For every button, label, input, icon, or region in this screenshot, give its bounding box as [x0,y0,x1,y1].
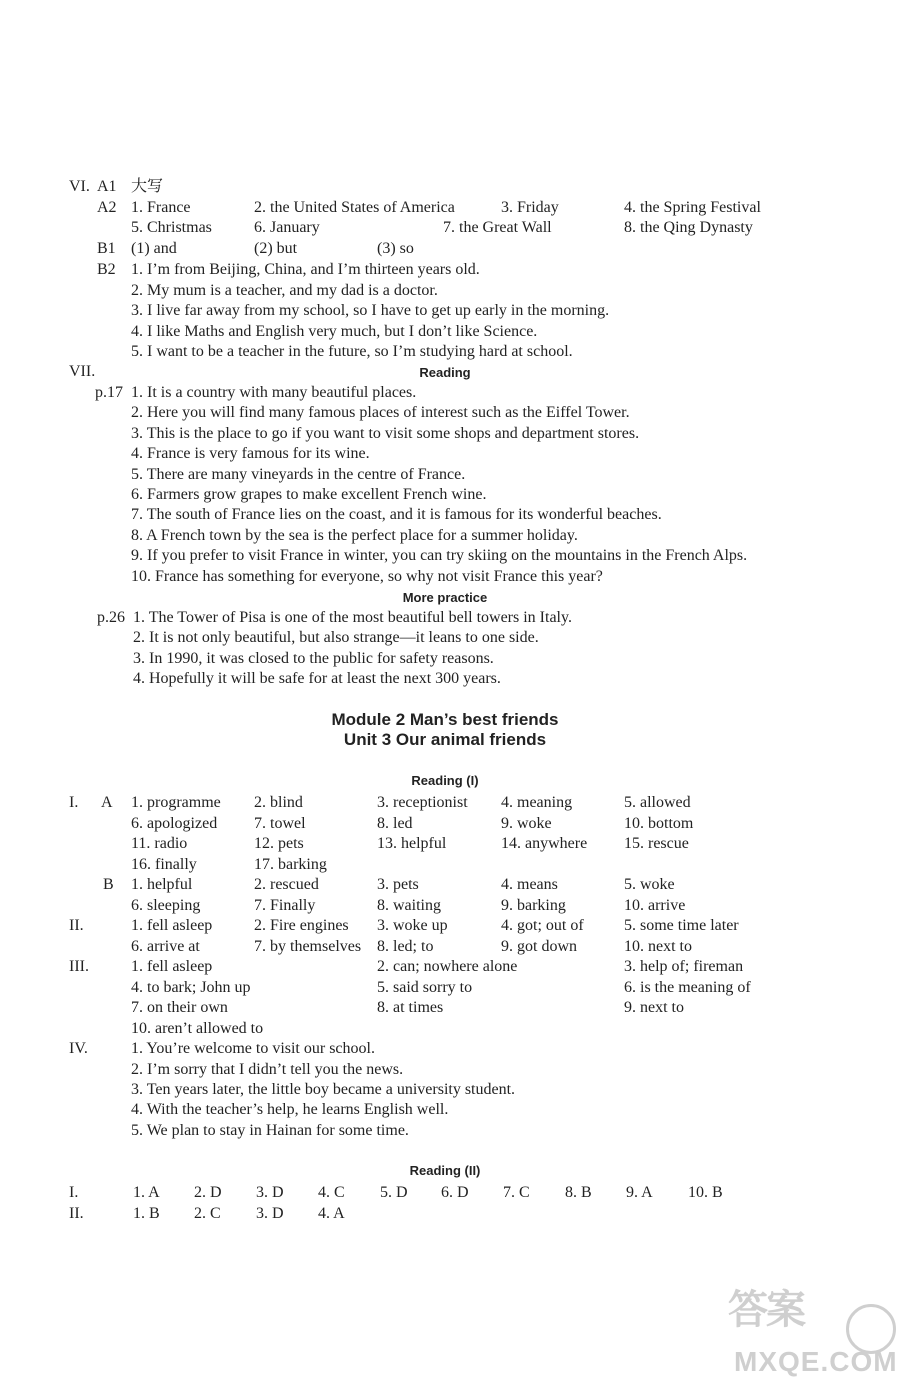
answer-sentence: 1. You’re welcome to visit our school. [131,1040,375,1057]
answer-item: 10. bottom [624,815,694,832]
answer-item: 16. finally [131,856,197,873]
answer-item: 4. A [318,1205,345,1222]
answer-item: 4. meaning [501,794,573,811]
answer-item: 5. Christmas [131,219,212,236]
page-ref: p.17 [95,384,123,401]
answer-item: (1) and [131,240,177,257]
answer-item: 6. arrive at [131,938,200,955]
answer-item: 1. helpful [131,876,193,893]
section-vi-label: VI. [69,178,90,195]
answer-item: 3. help of; fireman [624,958,744,975]
watermark-chinese-text: 答案 [728,1288,804,1332]
section-ii-label: II. [69,917,84,934]
answer-sentence: 9. If you prefer to visit France in winter, you can try skiing on the mountains in the French Alps. [131,547,748,564]
answer-item: 8. the Qing Dynasty [624,219,753,236]
answer-item: 10. arrive [624,897,686,914]
answer-sentence: 2. It is not only beautiful, but also strange—it leans to one side. [133,629,539,646]
answer-item: 11. radio [131,835,188,852]
answer-item: 7. on their own [131,999,228,1016]
answer-item: 1. programme [131,794,221,811]
answer-item: 8. waiting [377,897,441,914]
answer-item: 5. allowed [624,794,691,811]
answer-item: 2. the United States of America [254,199,455,216]
part-b1-label: B1 [97,240,116,257]
answer-sentence: 3. In 1990, it was closed to the public for safety reasons. [133,650,494,667]
page-ref: p.26 [97,609,125,626]
answer-item: 4. C [318,1184,345,1201]
reading-i-heading: Reading (I) [411,773,479,788]
answer-item: 5. woke [624,876,675,893]
watermark-url: MXQE.COM [734,1346,898,1377]
answer-item: 4. means [501,876,558,893]
reading-heading: Reading [419,365,471,380]
part-a1-text: 大写 [131,178,164,195]
more-practice-heading: More practice [402,590,488,605]
answer-sentence: 7. The south of France lies on the coast, and it is famous for its wonderful beaches. [131,506,662,523]
answer-item: 9. barking [501,897,566,914]
answer-item: 3. Friday [501,199,559,216]
answer-item: 4. the Spring Festival [624,199,761,216]
section-ii-label: II. [69,1205,84,1222]
answer-sentence: 3. Ten years later, the little boy became a university student. [131,1081,516,1098]
section-i-label: I. [69,1184,79,1201]
answer-item: 6. apologized [131,815,218,832]
answer-item: 2. Fire engines [254,917,349,934]
answer-item: 1. fell asleep [131,917,213,934]
answer-sentence: 4. France is very famous for its wine. [131,445,370,462]
part-b2-label: B2 [97,261,116,278]
answer-sentence: 3. This is the place to go if you want to visit some shops and department stores. [131,425,640,442]
answer-item: 9. next to [624,999,684,1016]
answer-sentence: 10. France has something for everyone, so why not visit France this year? [131,568,603,585]
answer-sentence: 6. Farmers grow grapes to make excellent French wine. [131,486,487,503]
answer-item: 2. C [194,1205,221,1222]
answer-sentence: 1. It is a country with many beautiful places. [131,384,417,401]
answer-item: 8. at times [377,999,444,1016]
answer-sentence: 5. There are many vineyards in the centre of France. [131,466,466,483]
part-a-label: A [101,794,113,811]
answer-item: 10. next to [624,938,692,955]
answer-sentence: 4. I like Maths and English very much, but I don’t like Science. [131,323,538,340]
answer-item: 3. D [256,1205,284,1222]
answer-item: 2. can; nowhere alone [377,958,518,975]
answer-item: 1. B [133,1205,160,1222]
answer-sentence: 8. A French town by the sea is the perfect place for a summer holiday. [131,527,578,544]
section-i-label: I. [69,794,79,811]
answer-item: 3. woke up [377,917,448,934]
answer-item: 9. woke [501,815,552,832]
answer-sentence: 4. Hopefully it will be safe for at least the next 300 years. [133,670,501,687]
answer-item: 15. rescue [624,835,689,852]
answer-item: 7. towel [254,815,306,832]
answer-item: 7. C [503,1184,530,1201]
answer-item: 8. led; to [377,938,434,955]
answer-sentence: 1. The Tower of Pisa is one of the most beautiful bell towers in Italy. [133,609,572,626]
answer-item: 5. said sorry to [377,979,473,996]
module-title: Module 2 Man’s best friends [331,710,559,729]
part-a2-label: A2 [97,199,117,216]
answer-item: 13. helpful [377,835,447,852]
answer-item: 17. barking [254,856,327,873]
answer-item: 4. to bark; John up [131,979,251,996]
answer-item: 4. got; out of [501,917,584,934]
answer-item: 3. receptionist [377,794,468,811]
reading-ii-heading: Reading (II) [409,1163,481,1178]
answer-item: 2. rescued [254,876,319,893]
answer-item: 9. A [626,1184,653,1201]
answer-item: 7. by themselves [254,938,362,955]
section-iv-label: IV. [69,1040,88,1057]
answer-item: 1. fell asleep [131,958,213,975]
answer-item: 6. January [254,219,320,236]
section-iii-label: III. [69,958,89,975]
answer-item: 3. D [256,1184,284,1201]
unit-title: Unit 3 Our animal friends [343,730,547,749]
answer-item: 5. some time later [624,917,739,934]
section-vii-label: VII. [69,363,96,380]
answer-item: 8. B [565,1184,592,1201]
answer-item: 9. got down [501,938,577,955]
watermark-logo [728,1288,898,1386]
answer-item: (3) so [377,240,414,257]
answer-sentence: 5. We plan to stay in Hainan for some time. [131,1122,409,1139]
answer-item: 12. pets [254,835,304,852]
answer-item: 2. blind [254,794,303,811]
answer-item: 1. France [131,199,191,216]
answer-sentence: 5. I want to be a teacher in the future, so I’m studying hard at school. [131,343,573,360]
answer-sentence: 1. I’m from Beijing, China, and I’m thirteen years old. [131,261,480,278]
answer-sentence: 2. Here you will find many famous places of interest such as the Eiffel Tower. [131,404,630,421]
part-b-label: B [103,876,114,893]
answer-sentence: 4. With the teacher’s help, he learns English well. [131,1101,449,1118]
answer-item: 8. led [377,815,413,832]
answer-item: 3. pets [377,876,419,893]
answer-item: 7. Finally [254,897,316,914]
answer-item: 10. aren’t allowed to [131,1020,264,1037]
answer-item: 6. sleeping [131,897,201,914]
part-a1-label: A1 [97,178,117,195]
answer-item: (2) but [254,240,298,257]
answer-item: 7. the Great Wall [443,219,552,236]
answer-sentence: 3. I live far away from my school, so I have to get up early in the morning. [131,302,610,319]
answer-sentence: 2. I’m sorry that I didn’t tell you the news. [131,1061,404,1078]
answer-item: 2. D [194,1184,222,1201]
answer-sentence: 2. My mum is a teacher, and my dad is a doctor. [131,282,438,299]
answer-item: 6. is the meaning of [624,979,751,996]
answer-item: 14. anywhere [501,835,588,852]
answer-item: 10. B [688,1184,723,1201]
answer-item: 6. D [441,1184,469,1201]
answer-item: 1. A [133,1184,160,1201]
answer-item: 5. D [380,1184,408,1201]
